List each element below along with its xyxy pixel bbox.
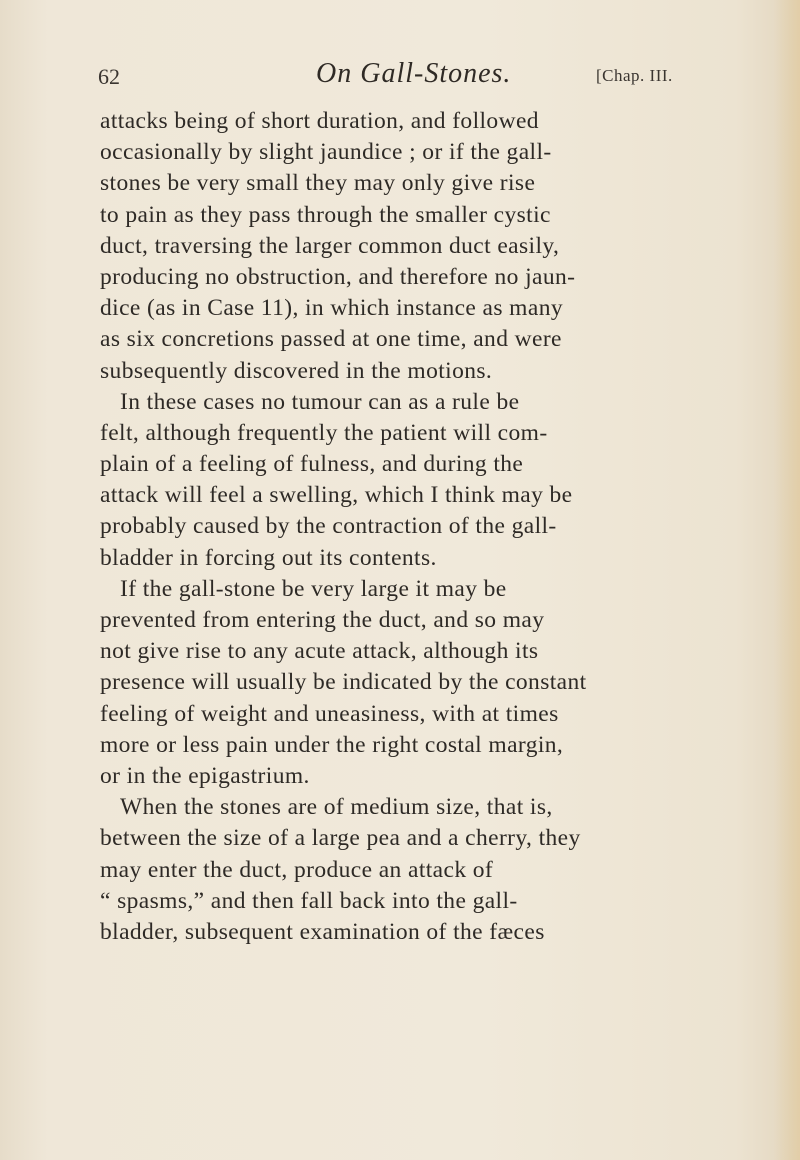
text-line: producing no obstruction, and therefore no jaun- [100,263,576,290]
text-line: to pain as they pass through the smaller cystic [100,201,551,228]
text-line: duct, traversing the larger common duct easily, [100,232,560,259]
text-line: or in the epigastrium. [100,762,310,789]
text-line: probably caused by the contraction of the gall- [100,513,557,540]
text-line: attacks being of short duration, and followed [100,108,539,134]
text-line: “ spasms,” and then fall back into the gall- [100,887,518,914]
paragraph-start-line: In these cases no tumour can as a rule be [120,388,520,415]
text-line: more or less pain under the right costal margin, [100,731,564,758]
text-line: presence will usually be indicated by the constant [100,669,587,696]
running-title: On Gall-Stones. [316,58,512,89]
text-line: not give rise to any acute attack, although its [100,638,539,665]
paragraph-start-line: When the stones are of medium size, that is, [120,794,553,821]
text-line: feeling of weight and uneasiness, with at times [100,700,559,727]
text-line: may enter the duct, produce an attack of [100,856,494,883]
text-line: stones be very small they may only give rise [100,170,536,197]
body-text [100,106,700,948]
text-line: subsequently discovered in the motions. [100,357,493,384]
page-edge-shading [774,0,800,1160]
page-number: 62 [98,64,120,89]
text-line: as six concretions passed at one time, and were [100,326,562,353]
page-header [98,58,698,98]
text-line: bladder, subsequent examination of the fæces [100,918,545,945]
paragraph-start-line: If the gall-stone be very large it may be [120,575,507,602]
text-line: attack will feel a swelling, which I think may be [100,482,573,509]
text-line: plain of a feeling of fulness, and during the [100,451,524,478]
text-line: between the size of a large pea and a cherry, they [100,825,581,852]
text-line: dice (as in Case 11), in which instance as many [100,295,563,322]
text-line: occasionally by slight jaundice ; or if the gall- [100,139,552,166]
text-line: bladder in forcing out its contents. [100,544,437,571]
chapter-reference: [Chap. III. [596,66,673,85]
text-line: felt, although frequently the patient will com- [100,419,548,446]
text-line: prevented from entering the duct, and so may [100,607,545,633]
